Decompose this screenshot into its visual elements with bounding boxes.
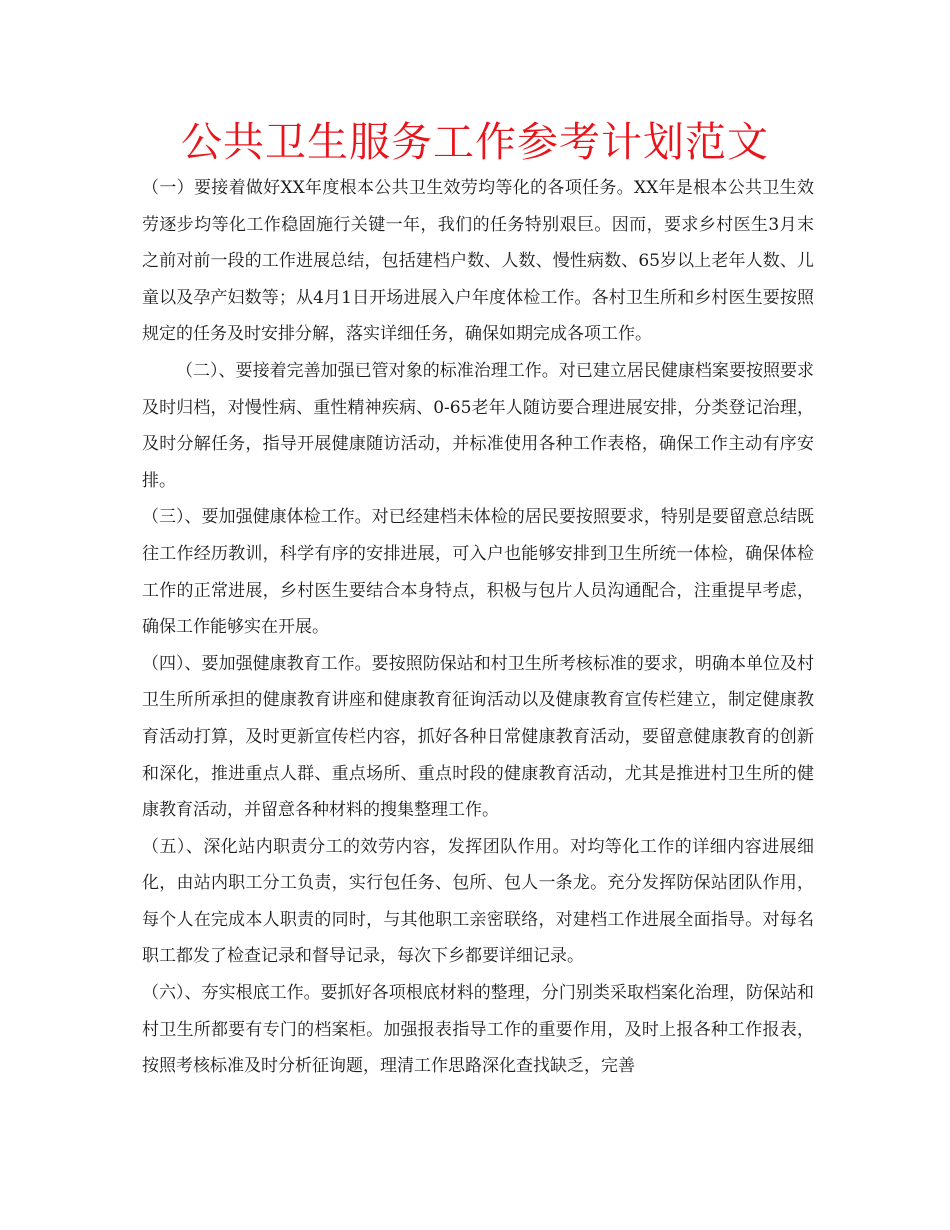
paragraph-1: （一）要接着做好XX年度根本公共卫生效劳均等化的各项任务。XX年是根本公共卫生效劳逐步均等化工作稳固施行关键一年，我们的任务特别艰巨。因而，要求乡村医生3月末之前对前一段的工作进展总结，包括建档户数、人数、慢性病数、65岁以上老年人数、儿童以及孕产妇数等；从4月1日开场进展入户年度体检工作。各村卫生所和乡村医生要按照规定的任务及时安排分解，落实详细任务，确保如期完成各项工作。 — [142, 178, 814, 345]
paragraph-6: （六）、夯实根底工作。要抓好各项根底材料的整理，分门别类采取档案化治理，防保站和村卫生所都要有专门的档案柜。加强报表指导工作的重要作用，及时上报各种工作报表，按照考核标准及时分析征询题，理清工作思路深化查找缺乏，完善 — [142, 983, 814, 1077]
document-title: 公共卫生服务工作参考计划范文 — [181, 118, 769, 166]
paragraph-5: （五）、深化站内职责分工的效劳内容，发挥团队作用。对均等化工作的详细内容进展细化，由站内职工分工负责，实行包任务、包所、包人一条龙。充分发挥防保站团队作用，每个人在完成本人职责的同时，与其他职工亲密联络，对建档工作进展全面指导。对每名职工都发了检查记录和督导记录，每次下乡都要详细记录。 — [142, 836, 814, 967]
document-body — [142, 170, 814, 1085]
paragraph-3: （三）、要加强健康体检工作。对已经建档未体检的居民要按照要求，特别是要留意总结既往工作经历教训，科学有序的安排进展，可入户也能够安排到卫生所统一体检，确保体检工作的正常进展，乡村医生要结合本身特点，积极与包片人员沟通配合，注重提早考虑，确保工作能够实在开展。 — [142, 507, 814, 638]
paragraph-4: （四）、要加强健康教育工作。要按照防保站和村卫生所考核标准的要求，明确本单位及村卫生所所承担的健康教育讲座和健康教育征询活动以及健康教育宣传栏建立，制定健康教育活动打算，及时更新宣传栏内容，抓好各种日常健康教育活动，要留意健康教育的创新和深化，推进重点人群、重点场所、重点时段的健康教育活动，尤其是推进村卫生所的健康教育活动，并留意各种材料的搜集整理工作。 — [142, 653, 814, 821]
paragraph-2: （二）、要接着完善加强已管对象的标准治理工作。对已建立居民健康档案要按照要求及时归档，对慢性病、重性精神疾病、0-65老年人随访要合理进展安排，分类登记治理，及时分解任务，指导开展健康随访活动，并标准使用各种工作表格，确保工作主动有序安排。 — [142, 360, 814, 491]
